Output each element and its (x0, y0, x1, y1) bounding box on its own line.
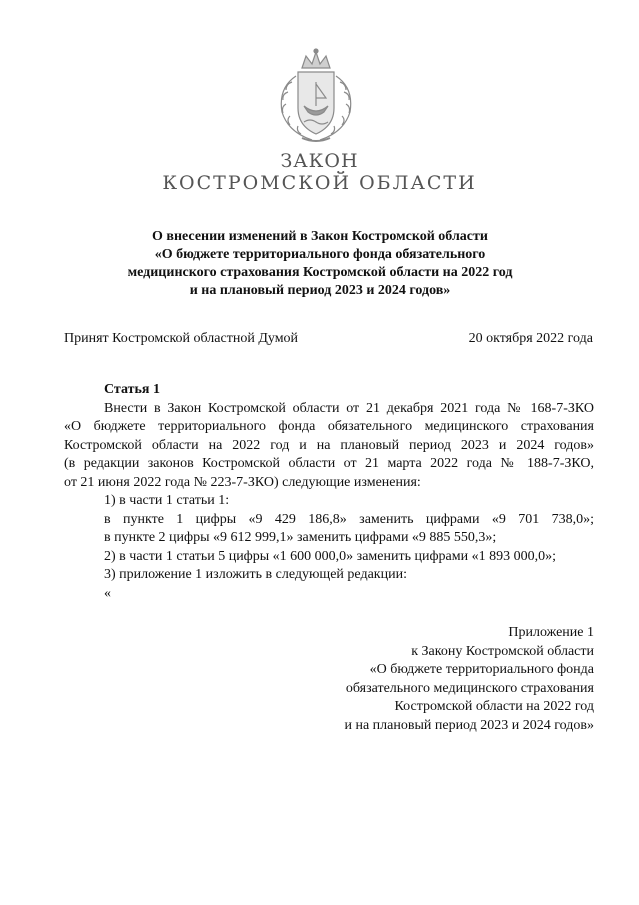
subject-line: и на плановый период 2023 и 2024 годов» (189, 283, 451, 298)
document-subject (60, 228, 580, 300)
subject-line: О внесении изменений в Закон Костромской области (152, 229, 488, 244)
law-region: КОСТРОМСКОЙ ОБЛАСТИ (162, 172, 477, 194)
paragraph-line: «О бюджете территориального фонда обязательного медицинского страхования (64, 419, 594, 434)
paragraph-line: от 21 июня 2022 года № 223-7-ЗКО) следующие изменения: (64, 474, 421, 490)
appendix-line: обязательного медицинского страхования (345, 680, 594, 696)
paragraph-line: Внести в Закон Костромской области от 21 декабря 2021 года № 168-7-ЗКО (104, 400, 594, 416)
amendment-item: 1) в части 1 статьи 1: (104, 493, 230, 508)
adopted-by: Принят Костромской областной Думой (64, 331, 299, 346)
law-title: ЗАКОН (280, 150, 359, 172)
coat-of-arms-icon (262, 46, 370, 146)
subject-line: «О бюджете территориального фонда обязательного (154, 247, 486, 262)
opening-quote: « (104, 585, 111, 601)
appendix-header (264, 624, 594, 735)
appendix-line: и на плановый период 2023 и 2024 годов» (344, 717, 594, 733)
paragraph-line: (в редакции законов Костромской области от 21 марта 2022 года № 188-7-ЗКО, (64, 456, 594, 471)
paragraph-line: Костромской области на 2022 год и на плановый период 2023 и 2024 годов» (64, 437, 594, 453)
adopted-date: 20 октября 2022 года (468, 331, 593, 346)
article-1 (64, 381, 594, 603)
amendment-item: в пункте 2 цифры «9 612 999,1» заменить цифрами «9 885 550,3»; (104, 530, 497, 545)
article-heading: Статья 1 (104, 382, 160, 397)
amendment-item: 2) в части 1 статьи 5 цифры «1 600 000,0» заменить цифрами «1 893 000,0»; (104, 548, 556, 564)
subject-line: медицинского страхования Костромской области на 2022 год (127, 265, 513, 280)
appendix-line: к Закону Костромской области (411, 643, 594, 659)
appendix-line: Приложение 1 (508, 625, 594, 640)
appendix-line: Костромской области на 2022 год (394, 699, 594, 714)
appendix-line: «О бюджете территориального фонда (369, 662, 594, 677)
amendment-item: в пункте 1 цифры «9 429 186,8» заменить цифрами «9 701 738,0»; (104, 511, 594, 527)
amendment-item: 3) приложение 1 изложить в следующей редакции: (104, 567, 407, 582)
